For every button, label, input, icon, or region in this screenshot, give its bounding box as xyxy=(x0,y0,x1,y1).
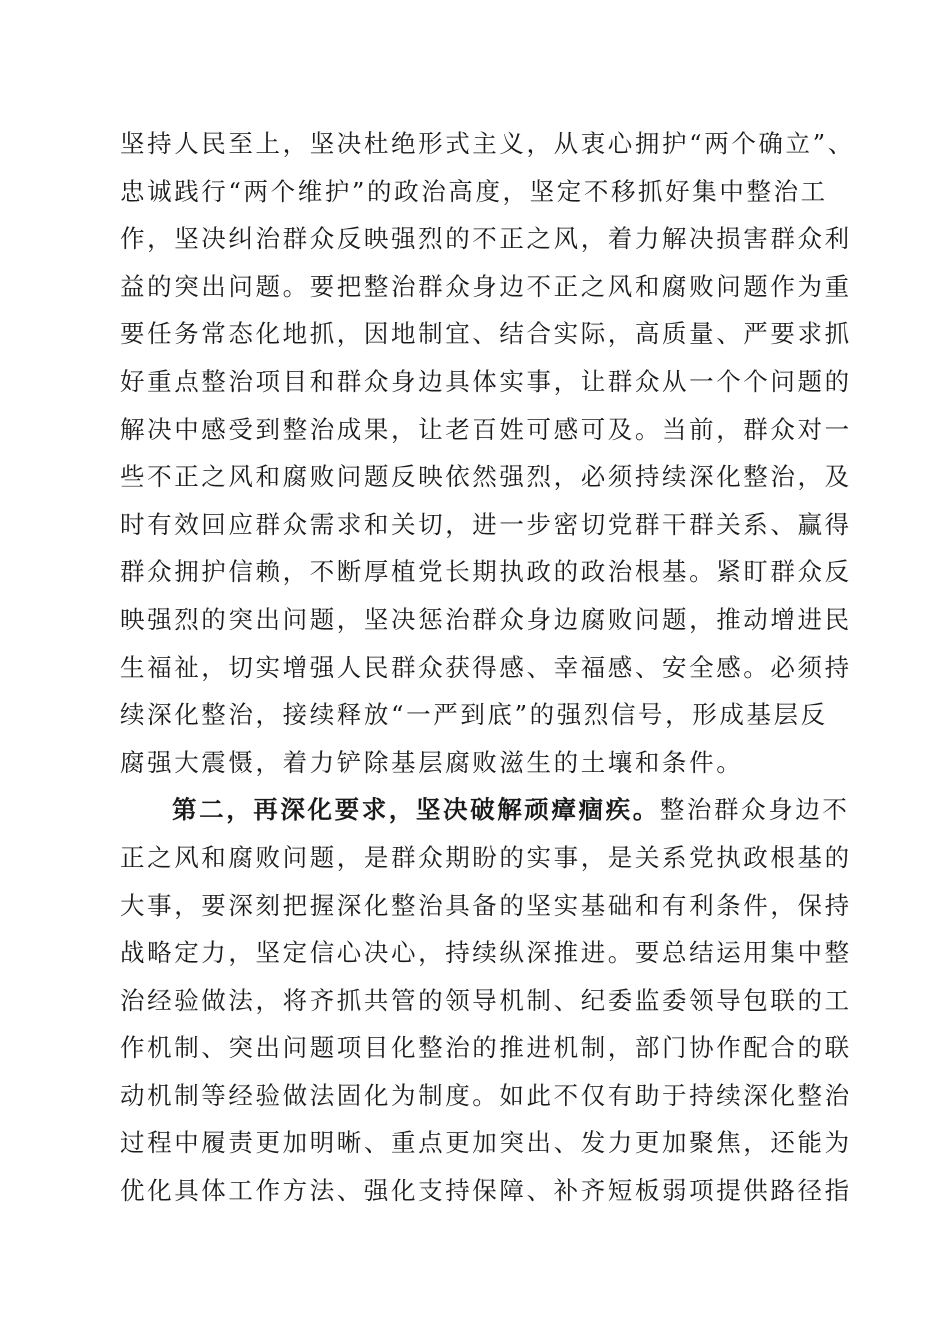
text-line: 动机制等经验做法固化为制度。如此不仅有助于持续深化整治 xyxy=(120,1080,852,1110)
text-line: 解决中感受到整治成果，让老百姓可感可及。当前，群众对一 xyxy=(120,414,852,444)
text-line: 坚持人民至上，坚决杜绝形式主义，从衷心拥护“两个确立”、 xyxy=(120,129,855,158)
text-line: 生福祉，切实增强人民群众获得感、幸福感、安全感。必须持 xyxy=(120,652,852,682)
text-line: 正之风和腐败问题，是群众期盼的实事，是关系党执政根基的 xyxy=(120,842,852,872)
text-line: 治经验做法，将齐抓共管的领导机制、纪委监委领导包联的工 xyxy=(120,985,852,1015)
text-line: 忠诚践行“两个维护”的政治高度，坚定不移抓好集中整治工 xyxy=(120,176,828,206)
text-line: 映强烈的突出问题，坚决惩治群众身边腐败问题，推动增进民 xyxy=(120,604,852,634)
text-line: 续深化整治，接续释放“一严到底”的强烈信号，形成基层反 xyxy=(120,700,828,730)
text-line: 作，坚决纠治群众反映强烈的不正之风，着力解决损害群众利 xyxy=(120,224,852,254)
text-line: 作机制、突出问题项目化整治的推进机制，部门协作配合的联 xyxy=(120,1033,852,1063)
text-line: 群众拥护信赖，不断厚植党长期执政的政治根基。紧盯群众反 xyxy=(120,557,852,587)
text-line: 优化具体工作方法、强化支持保障、补齐短板弱项提供路径指 xyxy=(120,1176,852,1206)
body-text xyxy=(120,124,855,1219)
paragraph-2-first-line xyxy=(120,790,850,830)
text-line: 要任务常态化地抓，因地制宜、结合实际，高质量、严要求抓 xyxy=(120,319,852,349)
text-line: 益的突出问题。要把整治群众身边不正之风和腐败问题作为重 xyxy=(120,271,852,301)
text-line: 战略定力，坚定信心决心，持续纵深推进。要总结运用集中整 xyxy=(120,938,852,968)
text-line: 过程中履责更加明晰、重点更加突出、发力更加聚焦，还能为 xyxy=(120,1128,852,1158)
text-line: 大事，要深刻把握深化整治具备的坚实基础和有利条件，保持 xyxy=(120,890,852,920)
text-line: 腐强大震慑，着力铲除基层腐败滋生的土壤和条件。 xyxy=(120,747,744,777)
text-line: 些不正之风和腐败问题反映依然强烈，必须持续深化整治，及 xyxy=(120,462,852,492)
text-line: 好重点整治项目和群众身边具体实事，让群众从一个个问题的 xyxy=(120,366,852,396)
text-span: 整治群众身边不 xyxy=(659,795,850,825)
section-heading: 第二，再深化要求，坚决破解顽瘴痼疾。 xyxy=(172,795,660,825)
paragraph-1 xyxy=(120,124,855,783)
paragraph-2 xyxy=(120,790,852,1211)
text-line: 时有效回应群众需求和关切，进一步密切党群干群关系、赢得 xyxy=(120,509,852,539)
